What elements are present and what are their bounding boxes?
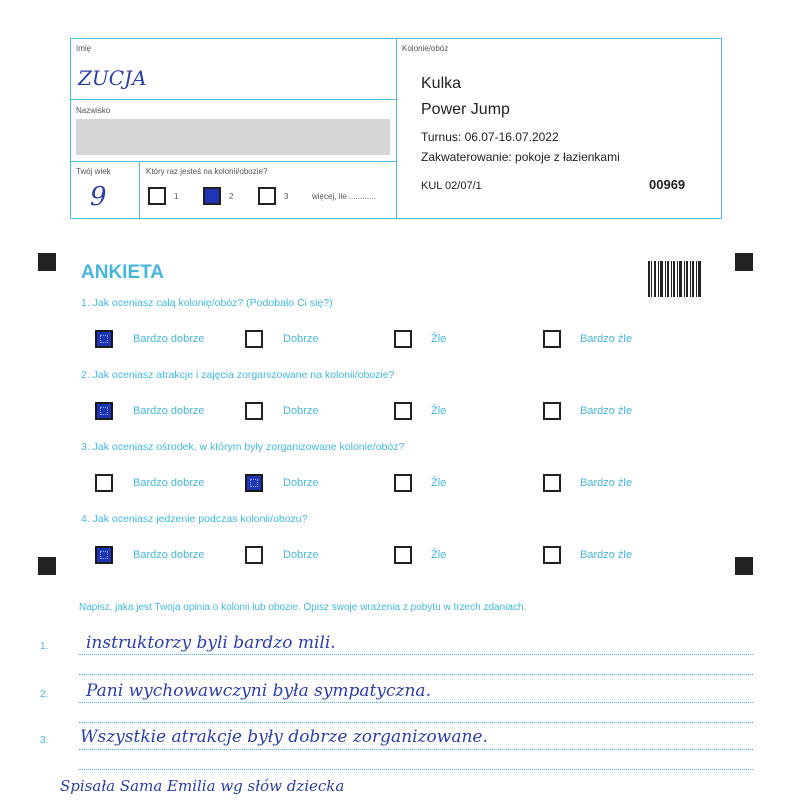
q1-option-very-good: Bardzo dobrze — [133, 333, 205, 345]
times-option-more: więcej, ile ............ — [312, 192, 376, 201]
q3-option-good-checkbox[interactable] — [245, 474, 263, 492]
opinion-line-2-number: 2. — [40, 689, 49, 700]
opinion-line-1-text: instruktorzy byli bardzo mili. — [86, 633, 336, 653]
times-option-3: 3 — [284, 192, 289, 201]
q2-option-good-checkbox[interactable] — [245, 402, 263, 420]
barcode-icon — [648, 261, 702, 297]
opinion-prompt: Napisz, jaka jest Twoja opinia o kolonii lub obozie. Opisz swoje wrażenia z pobytu w trzech zdaniach. — [79, 602, 527, 613]
q2-option-very-bad-checkbox[interactable] — [543, 402, 561, 420]
camp-turnus: Turnus: 06.07-16.07.2022 — [421, 130, 559, 144]
question-4: 4. Jak oceniasz jedzenie podczas kolonii/obozu? — [81, 513, 308, 525]
times-checkbox-1[interactable] — [148, 187, 166, 205]
times-checkbox-2[interactable] — [203, 187, 221, 205]
camp-accommodation: Zakwaterowanie: pokoje z łazienkami — [421, 150, 620, 164]
q4-option-good: Dobrze — [283, 549, 319, 561]
q1-option-bad-checkbox[interactable] — [394, 330, 412, 348]
q2-option-very-good-checkbox[interactable] — [95, 402, 113, 420]
q4-option-very-good: Bardzo dobrze — [133, 549, 205, 561]
age-value: 9 — [90, 182, 107, 212]
q1-option-good-checkbox[interactable] — [245, 330, 263, 348]
camp-name: Kulka — [421, 75, 462, 92]
q2-option-bad-checkbox[interactable] — [394, 402, 412, 420]
q3-option-very-bad: Bardzo źle — [580, 477, 632, 489]
camp-number: 00969 — [649, 177, 686, 192]
q3-option-very-good: Bardzo dobrze — [133, 477, 205, 489]
q1-option-very-bad-checkbox[interactable] — [543, 330, 561, 348]
opinion-line-2-text: Pani wychowawczyni była sympatyczna. — [86, 681, 431, 701]
q4-option-very-bad-checkbox[interactable] — [543, 546, 561, 564]
surname-label: Nazwisko — [76, 106, 111, 115]
name-value: ZUCJA — [78, 66, 147, 90]
opinion-line-2-rule — [79, 702, 753, 703]
q3-option-bad: Źle — [431, 477, 447, 489]
q3-option-bad-checkbox[interactable] — [394, 474, 412, 492]
corner-marker-top-right — [735, 253, 753, 271]
name-label: Imię — [76, 44, 92, 53]
times-option-2: 2 — [229, 192, 234, 201]
q3-option-very-bad-checkbox[interactable] — [543, 474, 561, 492]
age-label: Twój wiek — [76, 167, 111, 176]
corner-marker-bottom-right — [735, 557, 753, 575]
corner-marker-top-left — [38, 253, 56, 271]
opinion-line-3-text: Wszystkie atrakcje były dobrze zorganizowane. — [80, 727, 488, 747]
opinion-line-3-number: 3. — [40, 735, 49, 746]
q2-option-very-bad: Bardzo źle — [580, 405, 632, 417]
camp-code: KUL 02/07/1 — [421, 180, 482, 192]
q4-option-bad-checkbox[interactable] — [394, 546, 412, 564]
header-divider — [396, 38, 397, 219]
q4-option-very-bad: Bardzo źle — [580, 549, 632, 561]
opinion-line-3-rule — [79, 749, 753, 750]
surname-redacted — [76, 119, 390, 155]
q3-option-good: Dobrze — [283, 477, 319, 489]
camp-program: Power Jump — [421, 101, 510, 118]
q1-option-very-bad: Bardzo źle — [580, 333, 632, 345]
q3-option-very-good-checkbox[interactable] — [95, 474, 113, 492]
opinion-line-1-number: 1. — [40, 641, 49, 652]
question-3: 3. Jak oceniasz ośrodek, w którym były zorganizowane kolonie/obóz? — [81, 441, 405, 453]
camp-label: Kolonie/obóz — [402, 44, 449, 53]
times-option-1: 1 — [174, 192, 179, 201]
q2-option-good: Dobrze — [283, 405, 319, 417]
question-2: 2. Jak oceniasz atrakcje i zajęcia zorganizowane na kolonii/obozie? — [81, 369, 395, 381]
q1-option-good: Dobrze — [283, 333, 319, 345]
q4-option-bad: Źle — [431, 549, 447, 561]
q1-option-very-good-checkbox[interactable] — [95, 330, 113, 348]
opinion-footnote: Spisała Sama Emilia wg słów dziecka — [60, 777, 345, 795]
q2-option-very-good: Bardzo dobrze — [133, 405, 205, 417]
survey-title: ANKIETA — [81, 262, 165, 283]
times-checkbox-3[interactable] — [258, 187, 276, 205]
question-1: 1. Jak oceniasz całą kolonię/obóz? (Podobało Ci się?) — [81, 297, 333, 309]
q1-option-bad: Źle — [431, 333, 447, 345]
corner-marker-bottom-left — [38, 557, 56, 575]
opinion-line-1-rule — [79, 654, 753, 655]
q2-option-bad: Źle — [431, 405, 447, 417]
q4-option-good-checkbox[interactable] — [245, 546, 263, 564]
q4-option-very-good-checkbox[interactable] — [95, 546, 113, 564]
times-label: Który raz jesteś na kolonii/obozie? — [146, 167, 268, 176]
